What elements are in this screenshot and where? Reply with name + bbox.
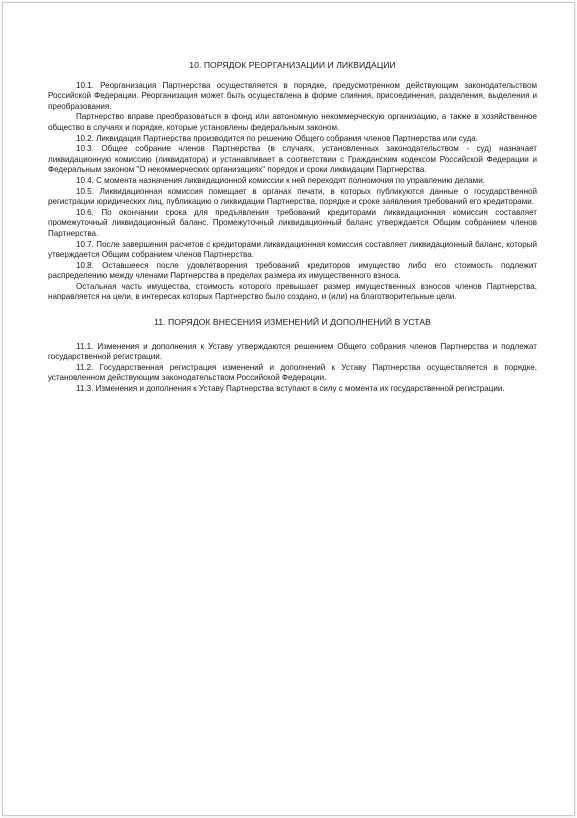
paragraph-10-3: 10.3. Общее собрание членов Партнерства (в случаях, установленных законодательством - суд) назначает ликвидационную комиссию (ликвидатора) и устанавливает в соответствии с Гражданским кодексом Российской Федерации и Федеральным законом "О некоммерческих организациях" порядок и сроки ликвидации Партнерства. bbox=[48, 144, 537, 175]
paragraph-10-4: 10.4. С момента назначения ликвидационной комиссии к ней переходят полномочия по управлению делами. bbox=[76, 175, 485, 185]
paragraph-11-1: 11.1. Изменения и дополнения к Уставу утверждаются решением Общего собрания членов Партнерства и подлежат государственной регистрации. bbox=[48, 341, 537, 362]
paragraph-10-8-remainder: Остальная часть имущества, стоимость которого превышает размер имущественных взносов членов Партнерства, направляется на цели, в интересах которых Партнерство было создано, и (или) на благотворительные цели. bbox=[48, 281, 537, 302]
paragraph-10-8: 10.8. Оставшееся после удовлетворения требований кредиторов имущество либо его стоимость подлежит распределению между членами Партнерства в пределах размера их имущественного взноса. bbox=[48, 260, 537, 281]
section-11-title: 11. ПОРЯДОК ВНЕСЕНИЯ ИЗМЕНЕНИЙ И ДОПОЛНЕНИЙ В УСТАВ bbox=[154, 317, 431, 328]
paragraph-10-1-transformation: Партнерство вправе преобразоваться в фонд или автономную некоммерческую организацию, а также в хозяйственное общество в случаях и порядке, которые установлены федеральным законом. bbox=[48, 112, 537, 132]
paragraph-11-3: 11.3. Изменения и дополнения к Уставу Партнерства вступают в силу с момента их государственной регистрации. bbox=[76, 384, 505, 394]
paragraph-10-7: 10.7. После завершения расчетов с кредиторами ликвидационная комиссия составляет ликвидационный баланс, который утверждается Общим собранием членов Партнерства. bbox=[48, 239, 537, 260]
document-page bbox=[2, 2, 575, 816]
paragraph-10-6: 10.6. По окончании срока для предъявления требований кредиторами ликвидационная комиссия составляет промежуточный ликвидационный баланс. Промежуточный ликвидационный баланс утверждается Общим собранием членов Партнерства. bbox=[48, 207, 537, 238]
paragraph-10-1: 10.1. Реорганизация Партнерства осуществляется в порядке, предусмотренном действующим законодательством Российской Федерации. Реорганизация может быть осуществлена в форме слияния, присоединения, разделения, выделения и преобразования. bbox=[48, 80, 537, 111]
paragraph-10-5: 10.5. Ликвидационная комиссия помещает в органах печати, в которых публикуются данные о государственной регистрации юридических лиц, публикацию о ликвидации Партнерства, порядке и сроке заявления требований его кредиторами. bbox=[48, 186, 537, 207]
paragraph-10-2: 10.2. Ликвидация Партнерства производится по решению Общего собрания членов Партнерства или суда. bbox=[76, 133, 479, 143]
document-content bbox=[48, 60, 537, 395]
section-10-title: 10. ПОРЯДОК РЕОРГАНИЗАЦИИ И ЛИКВИДАЦИИ bbox=[189, 60, 396, 70]
paragraph-11-2: 11.2. Государственная регистрация изменений и дополнений к Уставу Партнерства осуществляется в порядке, установленном действующим законодательством Российской Федерации. bbox=[48, 362, 537, 383]
